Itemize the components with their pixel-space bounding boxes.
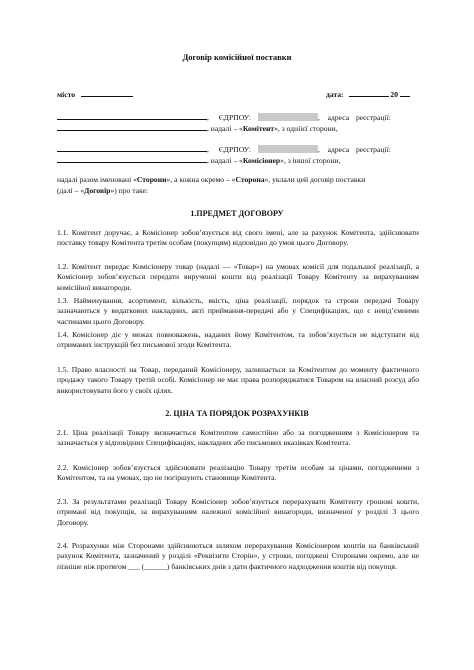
party2-edrpou-label: ЄДРПОУ:: [218, 145, 251, 154]
party2-line1: , ЄДРПОУ: , адреса реєстрації:: [57, 144, 391, 155]
clause-1-5: 1.5. Право власності на Товар, переданий Комісіонеру, залишається за Комітентом до моменту фактичного продажу такого Товару третій особі. Комісіонер не має права розпоряджатися Товаром на власний розсуд або використовувати його у своїх цілях.: [57, 365, 419, 395]
intro-text-4: (далі – «: [57, 186, 85, 195]
party2-end: », з іншої сторони,: [280, 156, 341, 165]
year-prefix: 20: [390, 90, 398, 99]
party2-suffix: , надалі – «: [207, 156, 243, 165]
party1-role: Комітент: [242, 124, 275, 133]
party2-line2: [57, 155, 340, 166]
clause-1-2: 1.2. Комітент передає Комісіонеру товар (надалі — «Товар») на умовах комісії для подальшої реалізації, а Комісіонер зобов’язується передати вирученні кошти від реалізації Товару Комітенту за вирахуванням комісійної винагороди.: [57, 262, 419, 292]
intro-text-1: надалі разом іменовані «: [57, 175, 137, 184]
date-line: [326, 89, 410, 100]
party1-address-field[interactable]: [57, 123, 207, 131]
party2-name-field[interactable]: [57, 144, 207, 152]
clause-1-3: 1.3. Найменування, асортимент, кількість, якість, ціна реалізації, порядок та строки передачі Товару зазначаються у видаткових накладних, акті приймання-передачі або у Специфікаціях, що є невід’ємними частинами цього Договору.: [57, 296, 419, 326]
party2-role: Комісіонер: [242, 156, 281, 165]
clause-2-1: 2.1. Ціна реалізації Товару визначається Комітентом самостійно або за погодженням з Комісіонером та зазначається у відповідних Специфікаціях, накладних або письмових вказівках Комітента.: [57, 428, 419, 448]
date-label: дата:: [326, 90, 344, 99]
party1-edrpou-label: ЄДРПОУ:: [218, 113, 251, 122]
city-field[interactable]: [81, 89, 133, 97]
clause-2-4: 2.4. Розрахунки між Сторонами здійснюються шляхом перерахування Комісіонером коштів на банківський рахунок Комітента, зазначений у розділі «Реквізити Сторін», у строки, погоджені Сторонами окремо, але не пізніше ніж протягом ___ (______) банківських днів з дати фактичного надходження коштів від покупця.: [57, 541, 419, 571]
clause-2-3: 2.3. За результатами реалізації Товару Комісіонер зобов’язується перерахувати Комітенту грошові кошти, отримані від покупців, за вирахуванням належної комісійної винагороди, визначеної у розділі 3 цього Договору.: [57, 497, 419, 527]
city-label: місто: [57, 90, 76, 99]
date-field[interactable]: [349, 89, 389, 97]
section-heading-2: 2. ЦІНА ТА ПОРЯДОК РОЗРАХУНКІВ: [165, 409, 309, 418]
city-line: [57, 89, 133, 100]
party1-end: », з одніієї сторони,: [274, 124, 338, 133]
document-title: Договір комісійної поставки: [182, 52, 292, 62]
intro-bold-3: Договір: [84, 186, 111, 195]
party1-suffix: , надалі – «: [207, 124, 243, 133]
intro-text-5: ») про таке:: [110, 186, 148, 195]
intro-text-2: », а кожна окремо – «: [166, 175, 236, 184]
section-heading-1: 1.ПРЕДМЕТ ДОГОВОРУ: [190, 209, 284, 218]
clause-1-4: 1.4. Комісіонер діє у межах повноважень, наданих йому Комітентом, та зобов’язується не відступати від отриманих інструкцій без письмової згоди Комітента.: [57, 330, 419, 350]
clause-2-2: 2.2. Комісіонер зобов’язується здійснювати реалізацію Товару третім особам за цінами, погодженими з Комітентом, та на умовах, що не погіршують становище Комітента.: [57, 463, 419, 483]
intro-line1: [57, 175, 419, 185]
party1-address-label: адреса реєстрації:: [327, 113, 391, 122]
intro-bold-1: Сторони: [136, 175, 167, 184]
party2-address-field[interactable]: [57, 155, 207, 163]
party1-line2: [57, 123, 338, 134]
clause-1-1: 1.1. Комітент доручає, а Комісіонер зобов’язується від свого імені, але за рахунок Комітента, здійснювати поставку товару Комітента третім особам (покупцям) відповідно до умов цього Договору.: [57, 228, 419, 248]
party1-name-field[interactable]: [57, 112, 207, 120]
year-field[interactable]: [400, 89, 410, 97]
intro-bold-2: Сторона: [235, 175, 265, 184]
party2-address-label: адреса реєстрації:: [327, 145, 391, 154]
intro-line2: [57, 186, 148, 196]
party1-line1: , ЄДРПОУ: , адреса реєстрації:: [57, 112, 391, 123]
party1-edrpou-field[interactable]: [258, 113, 318, 121]
intro-text-3: », уклали цей договір поставки: [264, 175, 366, 184]
party2-edrpou-field[interactable]: [258, 145, 318, 153]
